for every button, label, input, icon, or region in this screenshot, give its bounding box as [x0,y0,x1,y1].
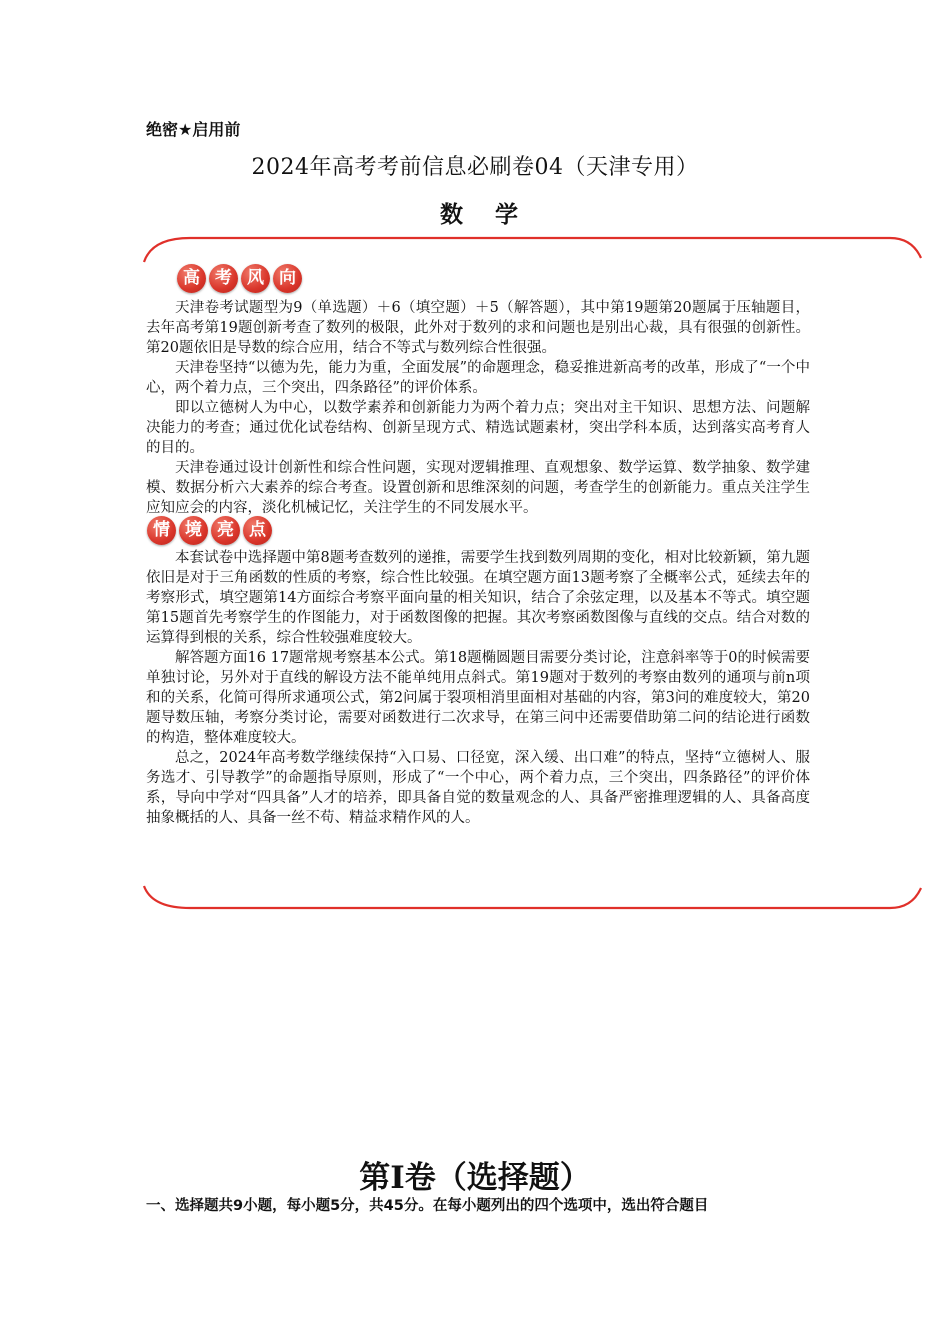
secret-mark: 绝密★启用前 [146,120,241,139]
trends-text [146,298,810,518]
badge-char: 风 [241,264,270,293]
paragraph: 即以立德树人为中心，以数学素养和创新能力为两个着力点；突出对主干知识、思想方法、问题解决能力的考查；通过优化试卷结构、创新呈现方式、精选试题素材，突出学科本质，达到落实高考育人的目的。 [146,400,810,456]
badge-char: 向 [273,264,302,293]
frame-top-curve [144,238,921,262]
section-badge-trends [177,264,302,293]
paragraph: 解答题方面16 17题常规考察基本公式。第18题椭圆题目需要分类讨论，注意斜率等于0的时候需要单独讨论，另外对于直线的解设方法不能单纯用点斜式。第19题对于数列的考察由数列的通项与前n项和的关系，化简可得所求通项公式，第2问属于裂项相消里面相对基础的内容，第3问的难度较大，第20题导数压轴，考察分类讨论，需要对函数进行二次求导，在第三问中还需要借助第二问的结论进行函数的构造，整体难度较大。 [146,650,810,746]
paragraph: 天津卷坚持“以德为先，能力为重，全面发展”的命题理念，稳妥推进新高考的改革，形成了“一个中心，两个着力点，三个突出，四条路径”的评价体系。 [146,360,810,396]
paragraph: 总之，2024年高考数学继续保持“入口易、口径宽，深入缓、出口难”的特点，坚持“立德树人、服务选才、引导教学”的命题指导原则，形成了“一个中心，两个着力点，三个突出，四条路径”的评价体系，导向中学对“四具备”人才的培养，即具备自觉的数量观念的人、具备严密推理逻辑的人、具备高度抽象概括的人、具备一丝不苟、精益求精作风的人。 [146,750,810,826]
section-badge-highlights [147,516,272,545]
paragraph: 天津卷通过设计创新性和综合性问题，实现对逻辑推理、直观想象、数学运算、数学抽象、数学建模、数据分析六大素养的综合考查。设置创新和思维深刻的问题，考查学生的创新能力。重点关注学生应知应会的内容，淡化机械记忆，关注学生的不同发展水平。 [146,460,810,516]
badge-char: 点 [243,516,272,545]
paragraph: 天津卷考试题型为9（单选题）＋6（填空题）＋5（解答题），其中第19题第20题属于压轴题目，去年高考第19题创新考查了数列的极限，此外对于数列的求和问题也是别出心裁，具有很强的创新性。第20题依旧是导数的综合应用，结合不等式与数列综合性很强。 [146,300,810,356]
badge-char: 境 [179,516,208,545]
highlights-text [146,548,810,828]
paragraph: 本套试卷中选择题中第8题考查数列的递推，需要学生找到数列周期的变化，相对比较新颖，第九题依旧是对于三角函数的性质的考察，综合性比较强。在填空题方面13题考察了全概率公式，延续去年的考察形式，填空题第14方面综合考察平面向量的相关知识，结合了余弦定理，以及基本不等式。填空题第15题首先考察学生的作图能力，对于函数图像的把握。其次考察函数图像与直线的交点。结合对数的运算得到根的关系，综合性较强难度较大。 [146,550,810,646]
badge-char: 考 [209,264,238,293]
section-instruction: 一、选择题共9小题，每小题5分，共45分。在每小题列出的四个选项中，选出符合题目 [146,1198,709,1214]
badge-char: 情 [147,516,176,545]
badge-char: 亮 [211,516,240,545]
subject-title: 数 学 [439,202,530,228]
exam-title: 2024年高考考前信息必刷卷04（天津专用） [251,155,699,180]
badge-char: 高 [177,264,206,293]
frame-bottom-curve [144,886,921,908]
volume-title: 第Ⅰ卷（选择题） [359,1160,591,1196]
